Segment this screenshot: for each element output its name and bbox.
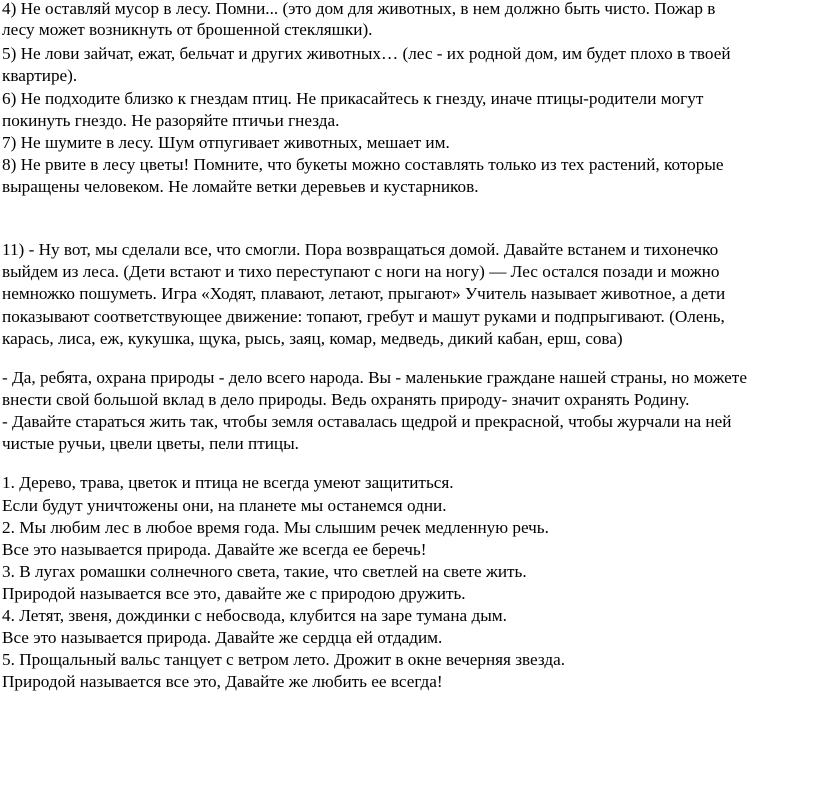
text-line: 8) Не рвите в лесу цветы! Помните, что букеты можно составлять только из тех растений, которые — [2, 155, 724, 174]
text-line: немножко пошуметь. Игра «Ходят, плавают, летают, прыгают» Учитель называет животное, а дети — [2, 284, 726, 303]
text-line: Природой называется все это, Давайте же любить ее всегда! — [2, 672, 443, 691]
text-line: 7) Не шумите в лесу. Шум отпугивает животных, мешает им. — [2, 133, 450, 152]
text-line: 3. В лугах ромашки солнечного света, такие, что светлей на свете жить. — [2, 562, 527, 581]
text-line: 5) Не лови зайчат, ежат, бельчат и других животных… (лес - их родной дом, им будет плохо в твоей — [2, 44, 731, 63]
text-line: квартире). — [2, 66, 78, 85]
text-line: 4. Летят, звеня, дождинки с небосвода, клубится на заре тумана дым. — [2, 606, 507, 625]
text-line: Все это называется природа. Давайте же сердца ей отдадим. — [2, 628, 443, 647]
text-line: Все это называется природа. Давайте же всегда ее беречь! — [2, 540, 427, 559]
text-line: 4) Не оставляй мусор в лесу. Помни... (это дом для животных, в нем должно быть чисто. Пожар в — [2, 0, 716, 18]
text-line: Природой называется все это, давайте же с природою дружить. — [2, 584, 466, 603]
text-line: 6) Не подходите близко к гнездам птиц. Не прикасайтесь к гнезду, иначе птицы-родители могут — [2, 89, 704, 108]
text-line: - Да, ребята, охрана природы - дело всего народа. Вы - маленькие граждане нашей страны, но можете — [2, 368, 747, 387]
text-line: внести свой большой вклад в дело природы. Ведь охранять природу- значит охранять Родину. — [2, 390, 690, 409]
text-line: выращены человеком. Не ломайте ветки деревьев и кустарников. — [2, 177, 479, 196]
text-line: 11) - Ну вот, мы сделали все, что смогли. Пора возвращаться домой. Давайте встанем и тихонечко — [2, 240, 719, 259]
text-line: 1. Дерево, трава, цветок и птица не всегда умеют защититься. — [2, 473, 454, 492]
text-line: чистые ручьи, цвели цветы, пели птицы. — [2, 434, 299, 453]
text-line: лесу может возникнуть от брошенной стекляшки). — [2, 20, 373, 39]
text-line: 2. Мы любим лес в любое время года. Мы слышим речек медленную речь. — [2, 518, 549, 537]
text-line: карась, лиса, еж, кукушка, щука, рысь, заяц, комар, медведь, дикий кабан, ерш, сова) — [2, 329, 623, 348]
text-line: 5. Прощальный вальс танцует с ветром лето. Дрожит в окне вечерняя звезда. — [2, 650, 566, 669]
text-line: показывают соответствующее движение: топают, гребут и машут руками и подпрыгивают. (Олень, — [2, 307, 725, 326]
text-line: покинуть гнездо. Не разоряйте птичьи гнезда. — [2, 111, 340, 130]
text-line: выйдем из леса. (Дети встают и тихо переступают с ноги на ногу) — Лес остался позади и можно — [2, 262, 720, 281]
text-line: - Давайте стараться жить так, чтобы земля оставалась щедрой и прекрасной, чтобы журчали на ней — [2, 412, 732, 431]
text-line: Если будут уничтожены они, на планете мы останемся одни. — [2, 496, 447, 515]
